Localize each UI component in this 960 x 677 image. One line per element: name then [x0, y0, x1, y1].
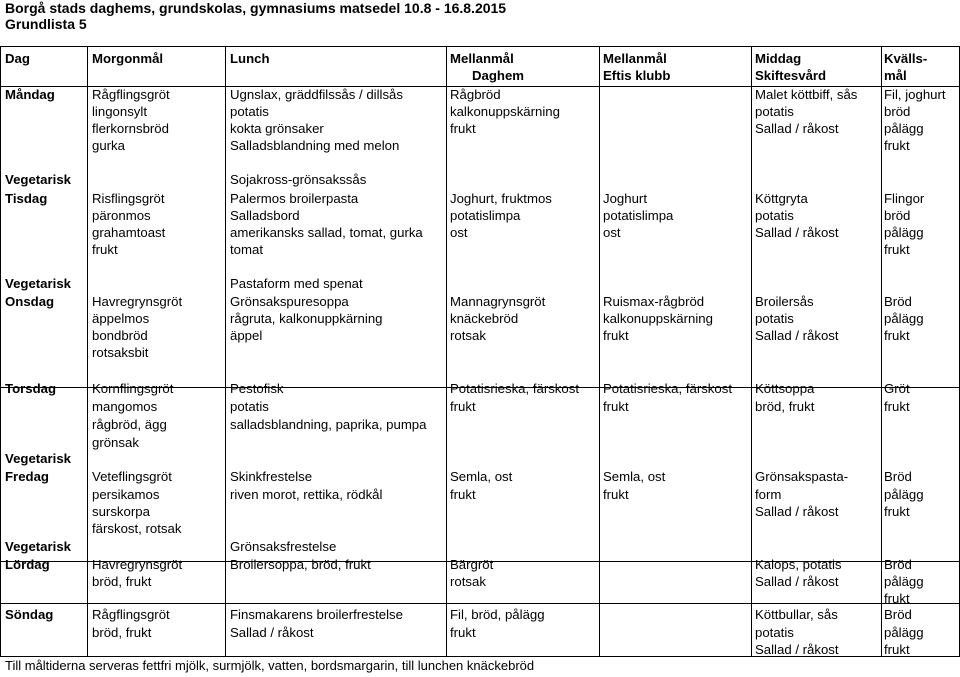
menu-item: Ruismax-rågbröd — [603, 294, 705, 309]
header-kvallsmal-sub: mål — [884, 68, 907, 83]
menu-item: pålägg — [884, 574, 924, 589]
menu-item: kokta grönsaker — [230, 121, 324, 136]
menu-item: kalkonuppskärning — [450, 104, 560, 119]
menu-item: Bröd — [884, 607, 912, 622]
menu-item: frukt — [884, 642, 910, 657]
menu-item: rotsaksbit — [92, 345, 149, 360]
column-divider — [751, 47, 752, 656]
menu-item: bröd, frukt — [92, 625, 152, 640]
menu-item: salladsblandning, paprika, pumpa — [230, 417, 427, 432]
day-label: Onsdag — [5, 294, 55, 309]
page-subtitle: Grundlista 5 — [5, 16, 87, 32]
vegetarian-lunch: Sojakross-grönsakssås — [230, 172, 367, 187]
vegetarian-lunch: Grönsaksfrestelse — [230, 539, 337, 554]
header-mellanmal-daghem-sub: Daghem — [471, 68, 525, 83]
menu-item: Grönsakspuresoppa — [230, 294, 349, 309]
menu-item: Sallad / råkost — [755, 121, 839, 136]
menu-item: gurka — [92, 138, 125, 153]
menu-item: Flingor — [884, 191, 925, 206]
menu-item: Veteflingsgröt — [92, 469, 172, 484]
menu-item: pålägg — [884, 225, 924, 240]
menu-item: äppel — [230, 328, 263, 343]
header-mellanmal-daghem: Mellanmål — [450, 51, 514, 66]
menu-item: Broilersoppa, bröd, frukt — [230, 557, 371, 572]
header-morgonmal: Morgonmål — [92, 51, 164, 66]
menu-item: Sallad / råkost — [230, 625, 314, 640]
menu-item: bröd, frukt — [92, 574, 152, 589]
menu-item: frukt — [450, 487, 476, 502]
menu-item: Skinkfrestelse — [230, 469, 313, 484]
menu-item: Kornflingsgröt — [92, 381, 174, 396]
menu-item: tomat — [230, 242, 263, 257]
header-middag: Middag — [755, 51, 802, 66]
menu-item: ost — [603, 225, 621, 240]
menu-item: frukt — [884, 242, 910, 257]
menu-item: Bröd — [884, 294, 912, 309]
day-label: Lördag — [5, 557, 50, 572]
menu-item: Rågbröd — [450, 87, 501, 102]
page-title: Borgå stads daghems, grundskolas, gymnasiums matsedel 10.8 - 16.8.2015 — [5, 0, 507, 16]
menu-item: potatis — [755, 208, 794, 223]
header-kvallsmal: Kvälls- — [884, 51, 928, 66]
menu-item: Köttbullar, sås — [755, 607, 838, 622]
menu-item: frukt — [884, 399, 910, 414]
column-divider — [225, 47, 226, 656]
vegetarian-label: Vegetarisk — [5, 451, 71, 466]
menu-item: Köttgryta — [755, 191, 808, 206]
day-label: Måndag — [5, 87, 55, 102]
column-divider — [446, 47, 447, 656]
menu-item: frukt — [884, 138, 910, 153]
menu-item: bröd — [884, 104, 911, 119]
header-middag-sub: Skiftesvård — [755, 68, 827, 83]
menu-item: frukt — [450, 121, 476, 136]
vegetarian-label: Vegetarisk — [5, 276, 71, 291]
menu-item: färskost, rotsak — [92, 521, 182, 536]
menu-item: frukt — [603, 487, 629, 502]
column-divider — [87, 47, 88, 656]
menu-item: Bröd — [884, 557, 912, 572]
menu-item: frukt — [92, 242, 118, 257]
menu-item: potatislimpa — [450, 208, 521, 223]
menu-item: Pestofisk — [230, 381, 284, 396]
menu-item: potatislimpa — [603, 208, 674, 223]
menu-item: Salladsblandning med melon — [230, 138, 400, 153]
menu-item: Potatisrieska, färskost — [450, 381, 579, 396]
menu-item: Havregrynsgröt — [92, 294, 183, 309]
menu-item: Broilersås — [755, 294, 814, 309]
vegetarian-lunch: Pastaform med spenat — [230, 276, 363, 291]
header-mellanmal-eftis-sub: Eftis klubb — [603, 68, 671, 83]
menu-item: Havregrynsgröt — [92, 557, 183, 572]
menu-item: frukt — [603, 399, 629, 414]
menu-item: grönsak — [92, 435, 139, 450]
menu-item: persikamos — [92, 487, 160, 502]
vegetarian-label: Vegetarisk — [5, 539, 71, 554]
column-divider — [881, 47, 882, 656]
menu-item: flerkornsbröd — [92, 121, 169, 136]
menu-item: mangomos — [92, 399, 158, 414]
footer-note: Till måltiderna serveras fettfri mjölk, surmjölk, vatten, bordsmargarin, till lunchen knäckebröd — [5, 658, 535, 673]
menu-item: pålägg — [884, 625, 924, 640]
menu-item: Bärgröt — [450, 557, 494, 572]
menu-item: Fil, joghurt — [884, 87, 946, 102]
header-lunch: Lunch — [230, 51, 270, 66]
menu-item: frukt — [884, 591, 910, 606]
menu-item: pålägg — [884, 311, 924, 326]
day-label: Tisdag — [5, 191, 48, 206]
menu-item: Bröd — [884, 469, 912, 484]
menu-item: Salladsbord — [230, 208, 300, 223]
menu-item: äppelmos — [92, 311, 150, 326]
menu-item: grahamtoast — [92, 225, 166, 240]
menu-item: frukt — [603, 328, 629, 343]
menu-item: frukt — [450, 399, 476, 414]
menu-item: Köttsoppa — [755, 381, 815, 396]
menu-item: Finsmakarens broilerfrestelse — [230, 607, 403, 622]
menu-item: Semla, ost — [603, 469, 666, 484]
menu-item: Sallad / råkost — [755, 225, 839, 240]
menu-item: Palermos broilerpasta — [230, 191, 359, 206]
day-label: Torsdag — [5, 381, 57, 396]
menu-item: Malet köttbiff, sås — [755, 87, 858, 102]
menu-item: rågruta, kalkonuppkärning — [230, 311, 383, 326]
menu-item: rotsak — [450, 574, 486, 589]
header-dag: Dag — [5, 51, 30, 66]
menu-item: bröd, frukt — [755, 399, 815, 414]
menu-item: Kalops, potatis — [755, 557, 842, 572]
menu-item: frukt — [450, 625, 476, 640]
menu-item: Sallad / råkost — [755, 328, 839, 343]
menu-item: Risflingsgröt — [92, 191, 165, 206]
menu-item: Potatisrieska, färskost — [603, 381, 732, 396]
menu-item: frukt — [884, 328, 910, 343]
menu-item: Grönsakspasta- — [755, 469, 849, 484]
day-label: Söndag — [5, 607, 54, 622]
menu-item: Sallad / råkost — [755, 574, 839, 589]
menu-item: potatis — [230, 104, 269, 119]
menu-item: Fil, bröd, pålägg — [450, 607, 545, 622]
menu-item: Mannagrynsgröt — [450, 294, 546, 309]
menu-item: päronmos — [92, 208, 151, 223]
menu-item: Sallad / råkost — [755, 504, 839, 519]
menu-item: ost — [450, 225, 468, 240]
menu-item: riven morot, rettika, rödkål — [230, 487, 383, 502]
menu-item: Rågflingsgröt — [92, 607, 170, 622]
menu-item: Semla, ost — [450, 469, 513, 484]
menu-item: potatis — [755, 311, 794, 326]
menu-item: rotsak — [450, 328, 486, 343]
menu-item: potatis — [230, 399, 269, 414]
menu-item: lingonsylt — [92, 104, 147, 119]
menu-item: potatis — [755, 104, 794, 119]
menu-item: pålägg — [884, 121, 924, 136]
menu-item: kalkonuppskärning — [603, 311, 713, 326]
menu-item: form — [755, 487, 782, 502]
menu-item: Gröt — [884, 381, 910, 396]
menu-item: Joghurt — [603, 191, 647, 206]
header-mellanmal-eftis: Mellanmål — [603, 51, 667, 66]
menu-item: frukt — [884, 504, 910, 519]
menu-item: Sallad / råkost — [755, 642, 839, 657]
menu-item: Ugnslax, gräddfilssås / dillsås — [230, 87, 403, 102]
menu-item: amerikansks sallad, tomat, gurka — [230, 225, 423, 240]
menu-item: potatis — [755, 625, 794, 640]
menu-item: bröd — [884, 208, 911, 223]
menu-item: Joghurt, fruktmos — [450, 191, 552, 206]
day-label: Fredag — [5, 469, 49, 484]
menu-item: rågbröd, ägg — [92, 417, 167, 432]
menu-item: pålägg — [884, 487, 924, 502]
menu-item: knäckebröd — [450, 311, 519, 326]
row-divider — [1, 603, 959, 604]
vegetarian-label: Vegetarisk — [5, 172, 71, 187]
menu-item: surskorpa — [92, 504, 150, 519]
menu-item: Rågflingsgröt — [92, 87, 170, 102]
column-divider — [599, 47, 600, 656]
menu-item: bondbröd — [92, 328, 148, 343]
